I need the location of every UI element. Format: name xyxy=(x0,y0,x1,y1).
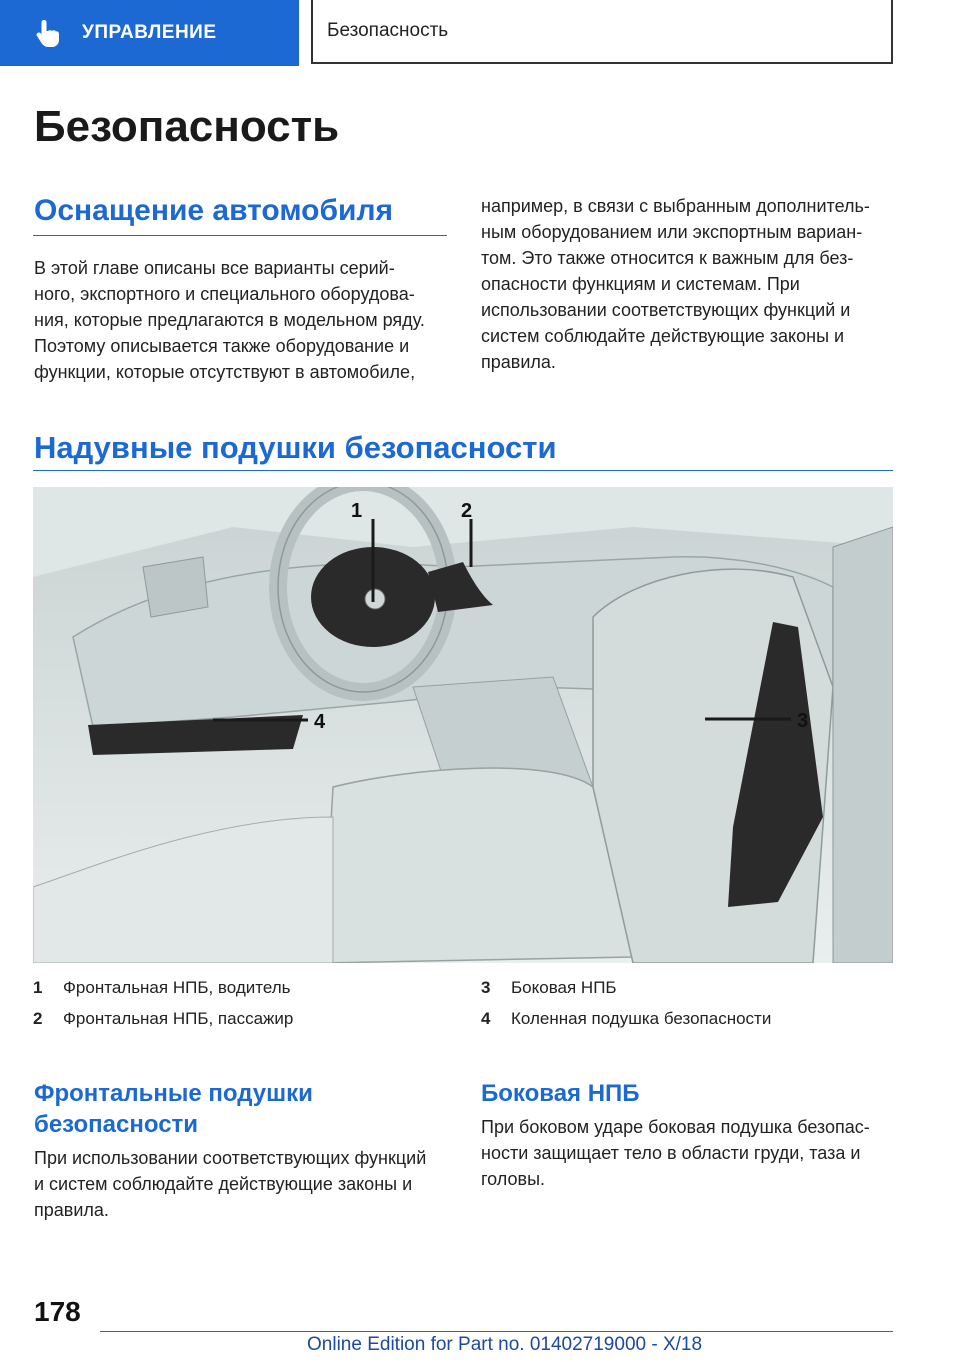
legend-text: Фронтальная НПБ, водитель xyxy=(63,977,291,997)
heading-line: безопасности xyxy=(34,1111,199,1138)
footer-rule xyxy=(100,1331,893,1332)
legend-item xyxy=(481,972,771,1003)
text-line: В этой главе описаны все варианты серий- xyxy=(34,258,395,278)
callout-4: 4 xyxy=(314,711,326,733)
legend-number: 3 xyxy=(481,977,491,997)
text-line: ности защищает тело в области груди, таза и xyxy=(481,1143,861,1163)
airbags-heading: Надувные подушки безопасности xyxy=(34,430,557,465)
text-line: использовании соответствующих функций и xyxy=(481,300,851,320)
legend-number: 1 xyxy=(33,977,43,997)
legend-left xyxy=(33,972,293,1034)
callout-3: 3 xyxy=(797,710,809,732)
heading-line: Фронтальные подушки xyxy=(34,1080,313,1107)
hand-pointer-icon xyxy=(28,13,68,53)
section-label: УПРАВЛЕНИЕ xyxy=(82,22,217,43)
equipment-heading: Оснащение автомобиля xyxy=(34,194,394,227)
equipment-heading-rule xyxy=(33,235,447,236)
side-airbag-heading: Боковая НПБ xyxy=(481,1080,640,1107)
footer-edition: Online Edition for Part no. 01402719000 - X/18 xyxy=(307,1334,703,1355)
text-line: ным оборудованием или экспортным вариан- xyxy=(481,222,863,242)
legend-number: 4 xyxy=(481,1008,491,1028)
text-line: и систем соблюдайте действующие законы и xyxy=(34,1174,413,1194)
equipment-text-col1 xyxy=(34,255,425,385)
text-line: Поэтому описывается также оборудование и xyxy=(34,336,410,356)
callout-2: 2 xyxy=(461,500,473,522)
text-line: функции, которые отсутствуют в автомобиле, xyxy=(34,362,416,382)
legend-number: 2 xyxy=(33,1008,43,1028)
legend-text: Коленная подушка безопасности xyxy=(511,1008,772,1028)
page-title: Безопасность xyxy=(34,102,340,151)
legend-text: Фронтальная НПБ, пассажир xyxy=(63,1008,294,1028)
text-line: например, в связи с выбранным дополнитель- xyxy=(481,196,870,216)
front-airbags-text xyxy=(34,1145,426,1223)
equipment-text-col2 xyxy=(481,193,870,375)
text-line: опасности функциям и системам. При xyxy=(481,274,800,294)
callout-1: 1 xyxy=(351,500,363,522)
legend-item xyxy=(481,1003,771,1034)
text-line: При использовании соответствующих функций xyxy=(34,1148,427,1168)
airbag-illustration xyxy=(33,487,893,963)
legend-item xyxy=(33,972,293,1003)
airbags-heading-rule xyxy=(33,470,893,471)
legend-text: Боковая НПБ xyxy=(511,977,617,997)
text-line: том. Это также относится к важным для без- xyxy=(481,248,854,268)
side-airbag-text xyxy=(481,1114,870,1192)
page-number: 178 xyxy=(34,1296,81,1327)
text-line: ного, экспортного и специального оборудова- xyxy=(34,284,415,304)
breadcrumb[interactable] xyxy=(311,0,893,64)
legend-item xyxy=(33,1003,293,1034)
text-line: правила. xyxy=(481,352,556,372)
legend-right xyxy=(481,972,771,1034)
text-line: При боковом ударе боковая подушка безопас- xyxy=(481,1117,870,1137)
text-line: систем соблюдайте действующие законы и xyxy=(481,326,845,346)
breadcrumb-label: Безопасность xyxy=(327,20,449,41)
text-line: ния, которые предлагаются в модельном ряду. xyxy=(34,310,425,330)
section-tab[interactable] xyxy=(0,0,299,66)
text-line: правила. xyxy=(34,1200,109,1220)
front-airbags-heading xyxy=(34,1078,313,1140)
text-line: головы. xyxy=(481,1169,546,1189)
